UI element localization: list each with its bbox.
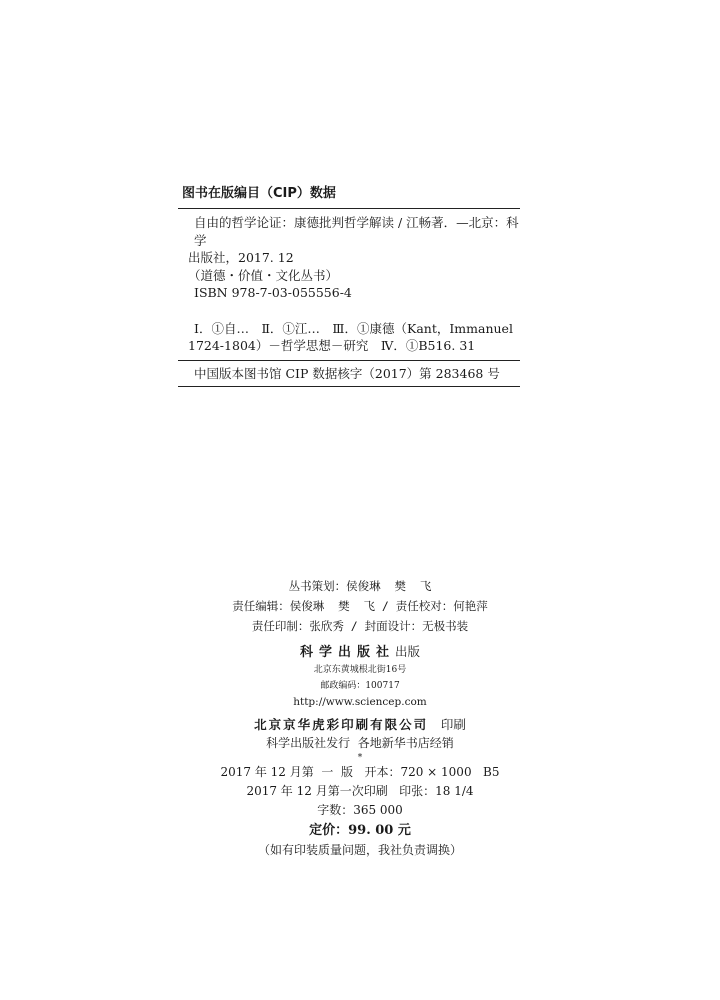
price-unit: 元 [397, 823, 411, 838]
publisher-address: 北京东黄城根北街16号 [313, 665, 407, 675]
editors-line: 责任编辑：侯俊琳 樊 飞 / 责任校对：何艳萍 [232, 599, 488, 613]
cip-spacer [178, 302, 520, 320]
printer-line [0, 715, 720, 734]
cip-isbn-line: ISBN 978-7-03-055556-4 [194, 285, 352, 300]
publisher-line [0, 642, 720, 662]
publisher-postcode: 邮政编码：100717 [320, 681, 400, 691]
publisher-url: http://www.sciencep.com [293, 696, 427, 708]
cip-block [178, 182, 520, 387]
print-design-line: 责任印制：张欣秀 / 封面设计：无极书装 [251, 619, 469, 633]
cip-title-author-line: 自由的哲学论证：康德批判哲学解读 / 江畅著．—北京：科学 [194, 215, 519, 248]
word-count-line: 字数：365 000 [317, 803, 403, 817]
cip-data-box [178, 208, 520, 387]
cip-title: 图书在版编目（CIP）数据 [182, 186, 336, 201]
cip-subject-line-1: Ⅰ．①自… Ⅱ．①江… Ⅲ．①康德（Kant，Immanuel [194, 320, 513, 336]
publisher-suffix: 出版 [395, 644, 421, 659]
printer-suffix: 印刷 [440, 717, 466, 732]
price-value: 99. 00 [348, 823, 394, 838]
colophon [0, 576, 720, 860]
distribution-line: 科学出版社发行 各地新华书店经销 [266, 736, 454, 750]
quality-notice: （如有印装质量问题，我社负责调换） [257, 843, 462, 857]
printer-name: 北京京华虎彩印刷有限公司 [254, 717, 429, 732]
series-planner-line: 丛书策划：侯俊琳 樊 飞 [288, 579, 432, 593]
publisher-name: 科学出版社 [299, 645, 395, 660]
printing-line: 2017 年 12 月第一次印刷 印张：18 1/4 [246, 784, 474, 798]
separator-star: * [357, 753, 363, 763]
price-line [0, 820, 720, 841]
cip-publisher-line: 出版社，2017. 12 [188, 250, 294, 265]
price-label: 定价： [309, 823, 349, 838]
cip-subject-line-2: 1724-1804）－哲学思想－研究 Ⅳ．①B516. 31 [188, 338, 476, 353]
cip-series-line: （道德・价值・文化丛书） [188, 267, 339, 283]
cip-number-line: 中国版本图书馆 CIP 数据核字（2017）第 283468 号 [194, 365, 500, 381]
edition-line: 2017 年 12 月第 一 版 开本：720 × 1000 B5 [220, 765, 500, 779]
